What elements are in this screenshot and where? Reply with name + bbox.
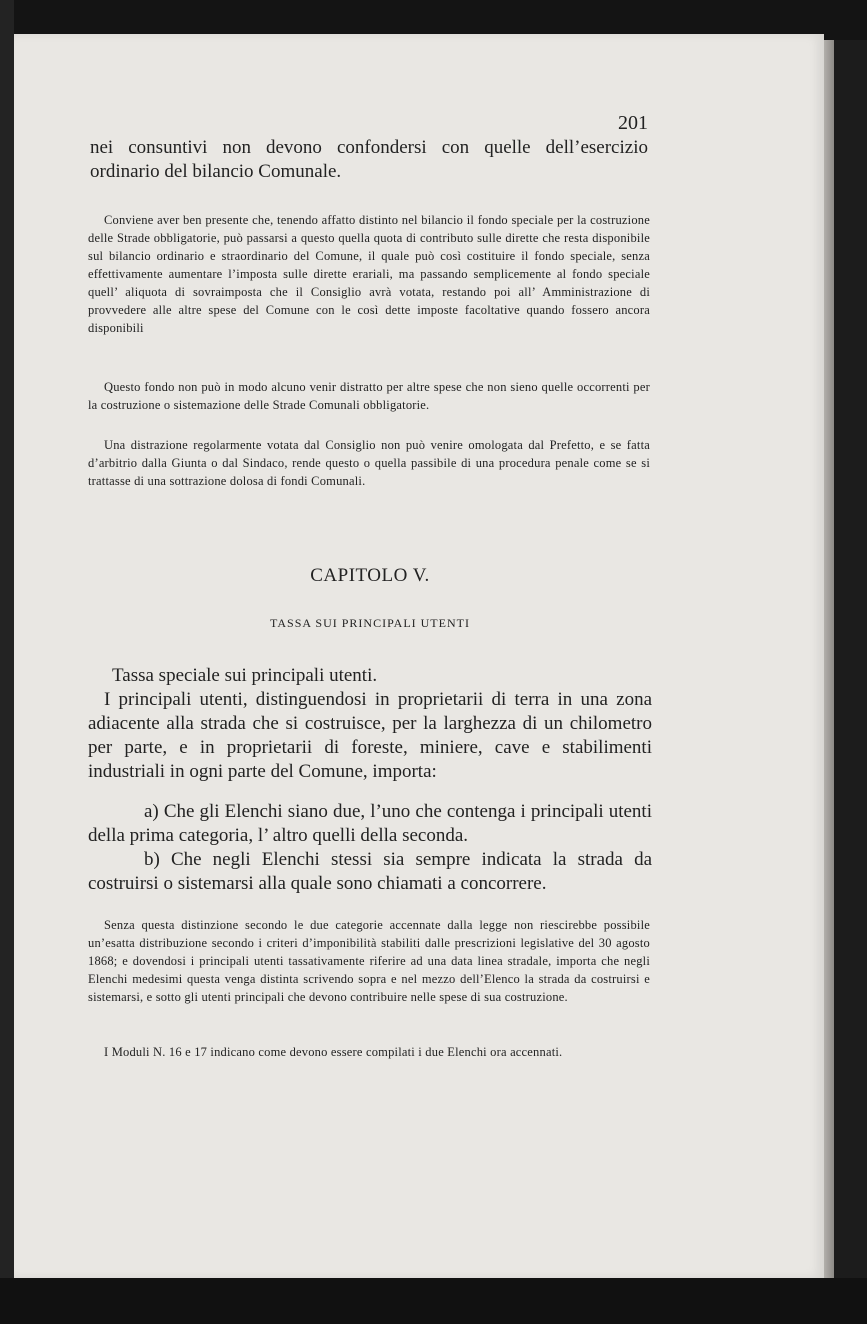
chapter-title: CAPITOLO V. [310,565,430,586]
lead-paragraph: nei consuntivi non devono confondersi con quelle dell’esercizio ordinario del bilancio Comunale. [90,137,648,182]
body-item-a: a) Che gli Elenchi siano due, l’uno che contenga i principali utenti della prima categoria, l’ altro quelli della seconda. [88,801,652,846]
section-title: TASSA SUI PRINCIPALI UTENTI [270,616,470,630]
scan-background-bottom [0,1278,867,1324]
paragraph-fondo-distratto: Questo fondo non può in modo alcuno venir distratto per altre spese che non sieno quelle occorrenti per la costruzione o sistemazione delle Strade Comunali obbligatorie. [88,380,650,412]
body-item-b: b) Che negli Elenchi stessi sia sempre indicata la strada da costruirsi o sistemarsi alla quale sono chiamati a concorrere. [88,849,652,894]
paragraph-distrazione: Una distrazione regolarmente votata dal Consiglio non può venire omologata dal Prefetto, e se fatta d’arbitrio dalla Giunta o dal Sindaco, rende questo o quella passibile di una procedura penale come se si trattasse di una sottrazione dolosa di fondi Comunali. [88,438,650,488]
body-paragraph-utenti: I principali utenti, distinguendosi in proprietarii di terra in una zona adiacente alla strada che si costruisce, per la larghezza di un chilometro per parte, e in proprietarii di foreste, miniere, cave e stabilimenti industriali in ogni parte del Comune, importa: [88,689,652,782]
note-moduli: I Moduli N. 16 e 17 indicano come devono essere compilati i due Elenchi ora accennati. [104,1045,563,1059]
page-number: 201 [618,112,648,134]
scan-background-left [0,0,14,1324]
body-heading-line: Tassa speciale sui principali utenti. [112,665,378,686]
note-distinzione: Senza questa distinzione secondo le due categorie accennate dalla legge non riescirebbe possibile un’esatta distribuzione secondo i criteri d’imponibilità stabiliti dalle prescrizioni legislative del 30 agosto 1868; e dovendosi i principali utenti tassativamente riferire ad una data linea stradale, importa che negli Elenchi medesimi questa venga distinta scrivendo sopra e nel mezzo dell’Elenco la strada da costruirsi e sistemarsi, e sotto gli utenti principali che devono contribuire nelle spese di sua costruzione. [88,918,650,1004]
paragraph-fondo-speciale: Conviene aver ben presente che, tenendo affatto distinto nel bilancio il fondo speciale per la costruzione delle Strade obbligatorie, può passarsi a questo quella quota di contributo sulle dirette che resta disponibile sul bilancio ordinario e straordinario del Comune, il quale può così costituire il fondo speciale, senza effettivamente aumentare l’imposta sulle dirette erariali, ma passando semplicemente al fondo speciale quell’ aliquota di sovraimposta che il Consiglio avrà votata, restando poi all’ Amministrazione di provvedere alle altre spese del Comune con le così dette imposte facoltative quando fossero ancora disponibili [88,213,650,335]
